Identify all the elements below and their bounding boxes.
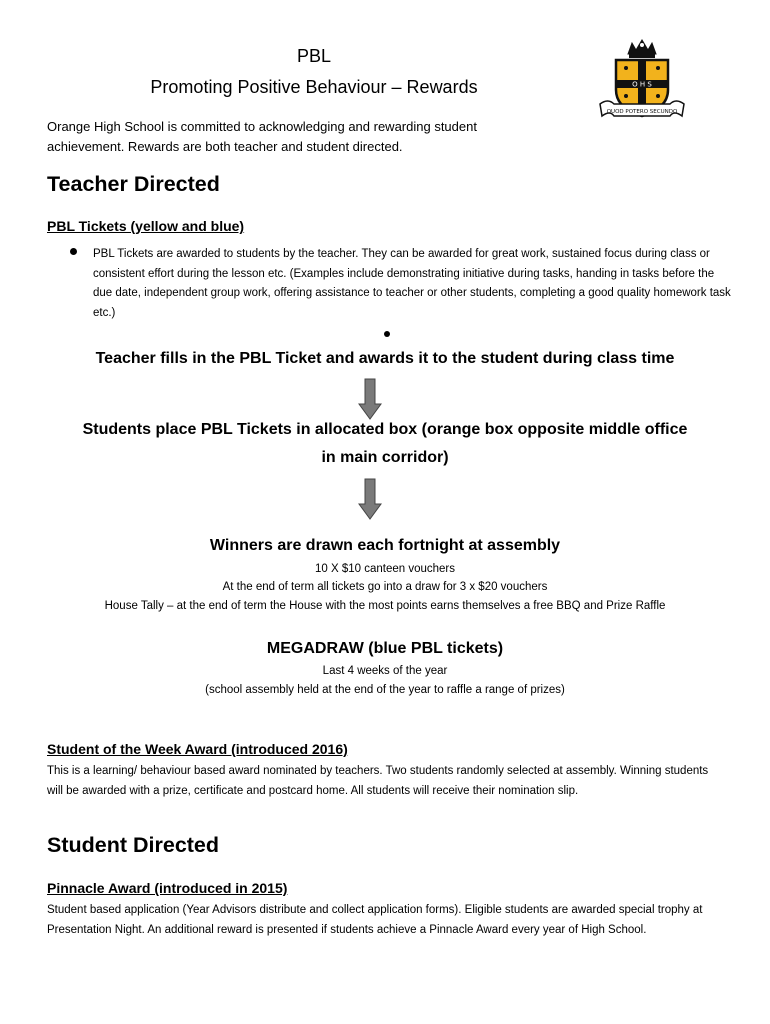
page-subtitle: Promoting Positive Behaviour – Rewards xyxy=(150,77,478,97)
down-arrow-icon xyxy=(358,478,382,520)
pinnacle-award-text: Student based application (Year Advisors distribute and collect application forms). Eligible students are awarded special trophy at Presentation Night. An additional reward is presented if students achieve a Pinnacle Award every year of High School. xyxy=(47,904,703,936)
teacher-directed-heading: Teacher Directed xyxy=(47,172,220,196)
bullet-icon xyxy=(70,248,77,255)
winners-heading: Winners are drawn each fortnight at assembly xyxy=(209,537,561,554)
flow-step-2-line1: Students place PBL Tickets in allocated box (orange box opposite middle office xyxy=(82,421,688,438)
down-arrow-icon xyxy=(358,378,382,420)
megadraw-line-2: (school assembly held at the end of the year to raffle a range of prizes) xyxy=(205,684,565,696)
pbl-tickets-description: PBL Tickets are awarded to students by the teacher. They can be awarded for great work, sustained focus during class or consistent effort during the lesson etc. (Examples include demonstrating initiative during tasks, handing in tasks before the due date, independent group work, offering assistance to teacher or other students, completing a good quality homework task etc.) xyxy=(93,248,731,319)
bullet-icon xyxy=(384,331,390,337)
student-of-week-heading: Student of the Week Award (introduced 2016) xyxy=(47,741,348,757)
student-directed-heading: Student Directed xyxy=(47,833,220,857)
pinnacle-award-heading: Pinnacle Award (introduced in 2015) xyxy=(47,880,288,896)
crest-motto: QUOD POTERO SECUNDO xyxy=(606,109,678,115)
student-of-week-text: This is a learning/ behaviour based award nominated by teachers. Two students randomly selected at assembly. Winning students will be awarded with a prize, certificate and postcard home. All students will receive their nomination slip. xyxy=(47,765,709,797)
megadraw-line-1: Last 4 weeks of the year xyxy=(322,665,448,677)
flow-step-2-line2: in main corridor) xyxy=(321,449,449,466)
megadraw-heading: MEGADRAW (blue PBL tickets) xyxy=(266,640,504,657)
page-title: PBL xyxy=(296,46,332,66)
flow-step-1: Teacher fills in the PBL Ticket and awards it to the student during class time xyxy=(95,350,675,367)
winners-line-1: 10 X $10 canteen vouchers xyxy=(314,563,456,575)
winners-line-3: House Tally – at the end of term the House with the most points earns themselves a free BBQ and Prize Raffle xyxy=(104,600,666,612)
intro-paragraph: Orange High School is committed to acknowledging and rewarding student achievement. Rewards are both teacher and student directed. xyxy=(47,119,477,154)
winners-line-2: At the end of term all tickets go into a draw for 3 x $20 vouchers xyxy=(222,581,548,593)
pbl-tickets-heading: PBL Tickets (yellow and blue) xyxy=(47,218,245,234)
crest-letters: O H S xyxy=(632,80,652,89)
school-crest-logo xyxy=(598,38,686,124)
